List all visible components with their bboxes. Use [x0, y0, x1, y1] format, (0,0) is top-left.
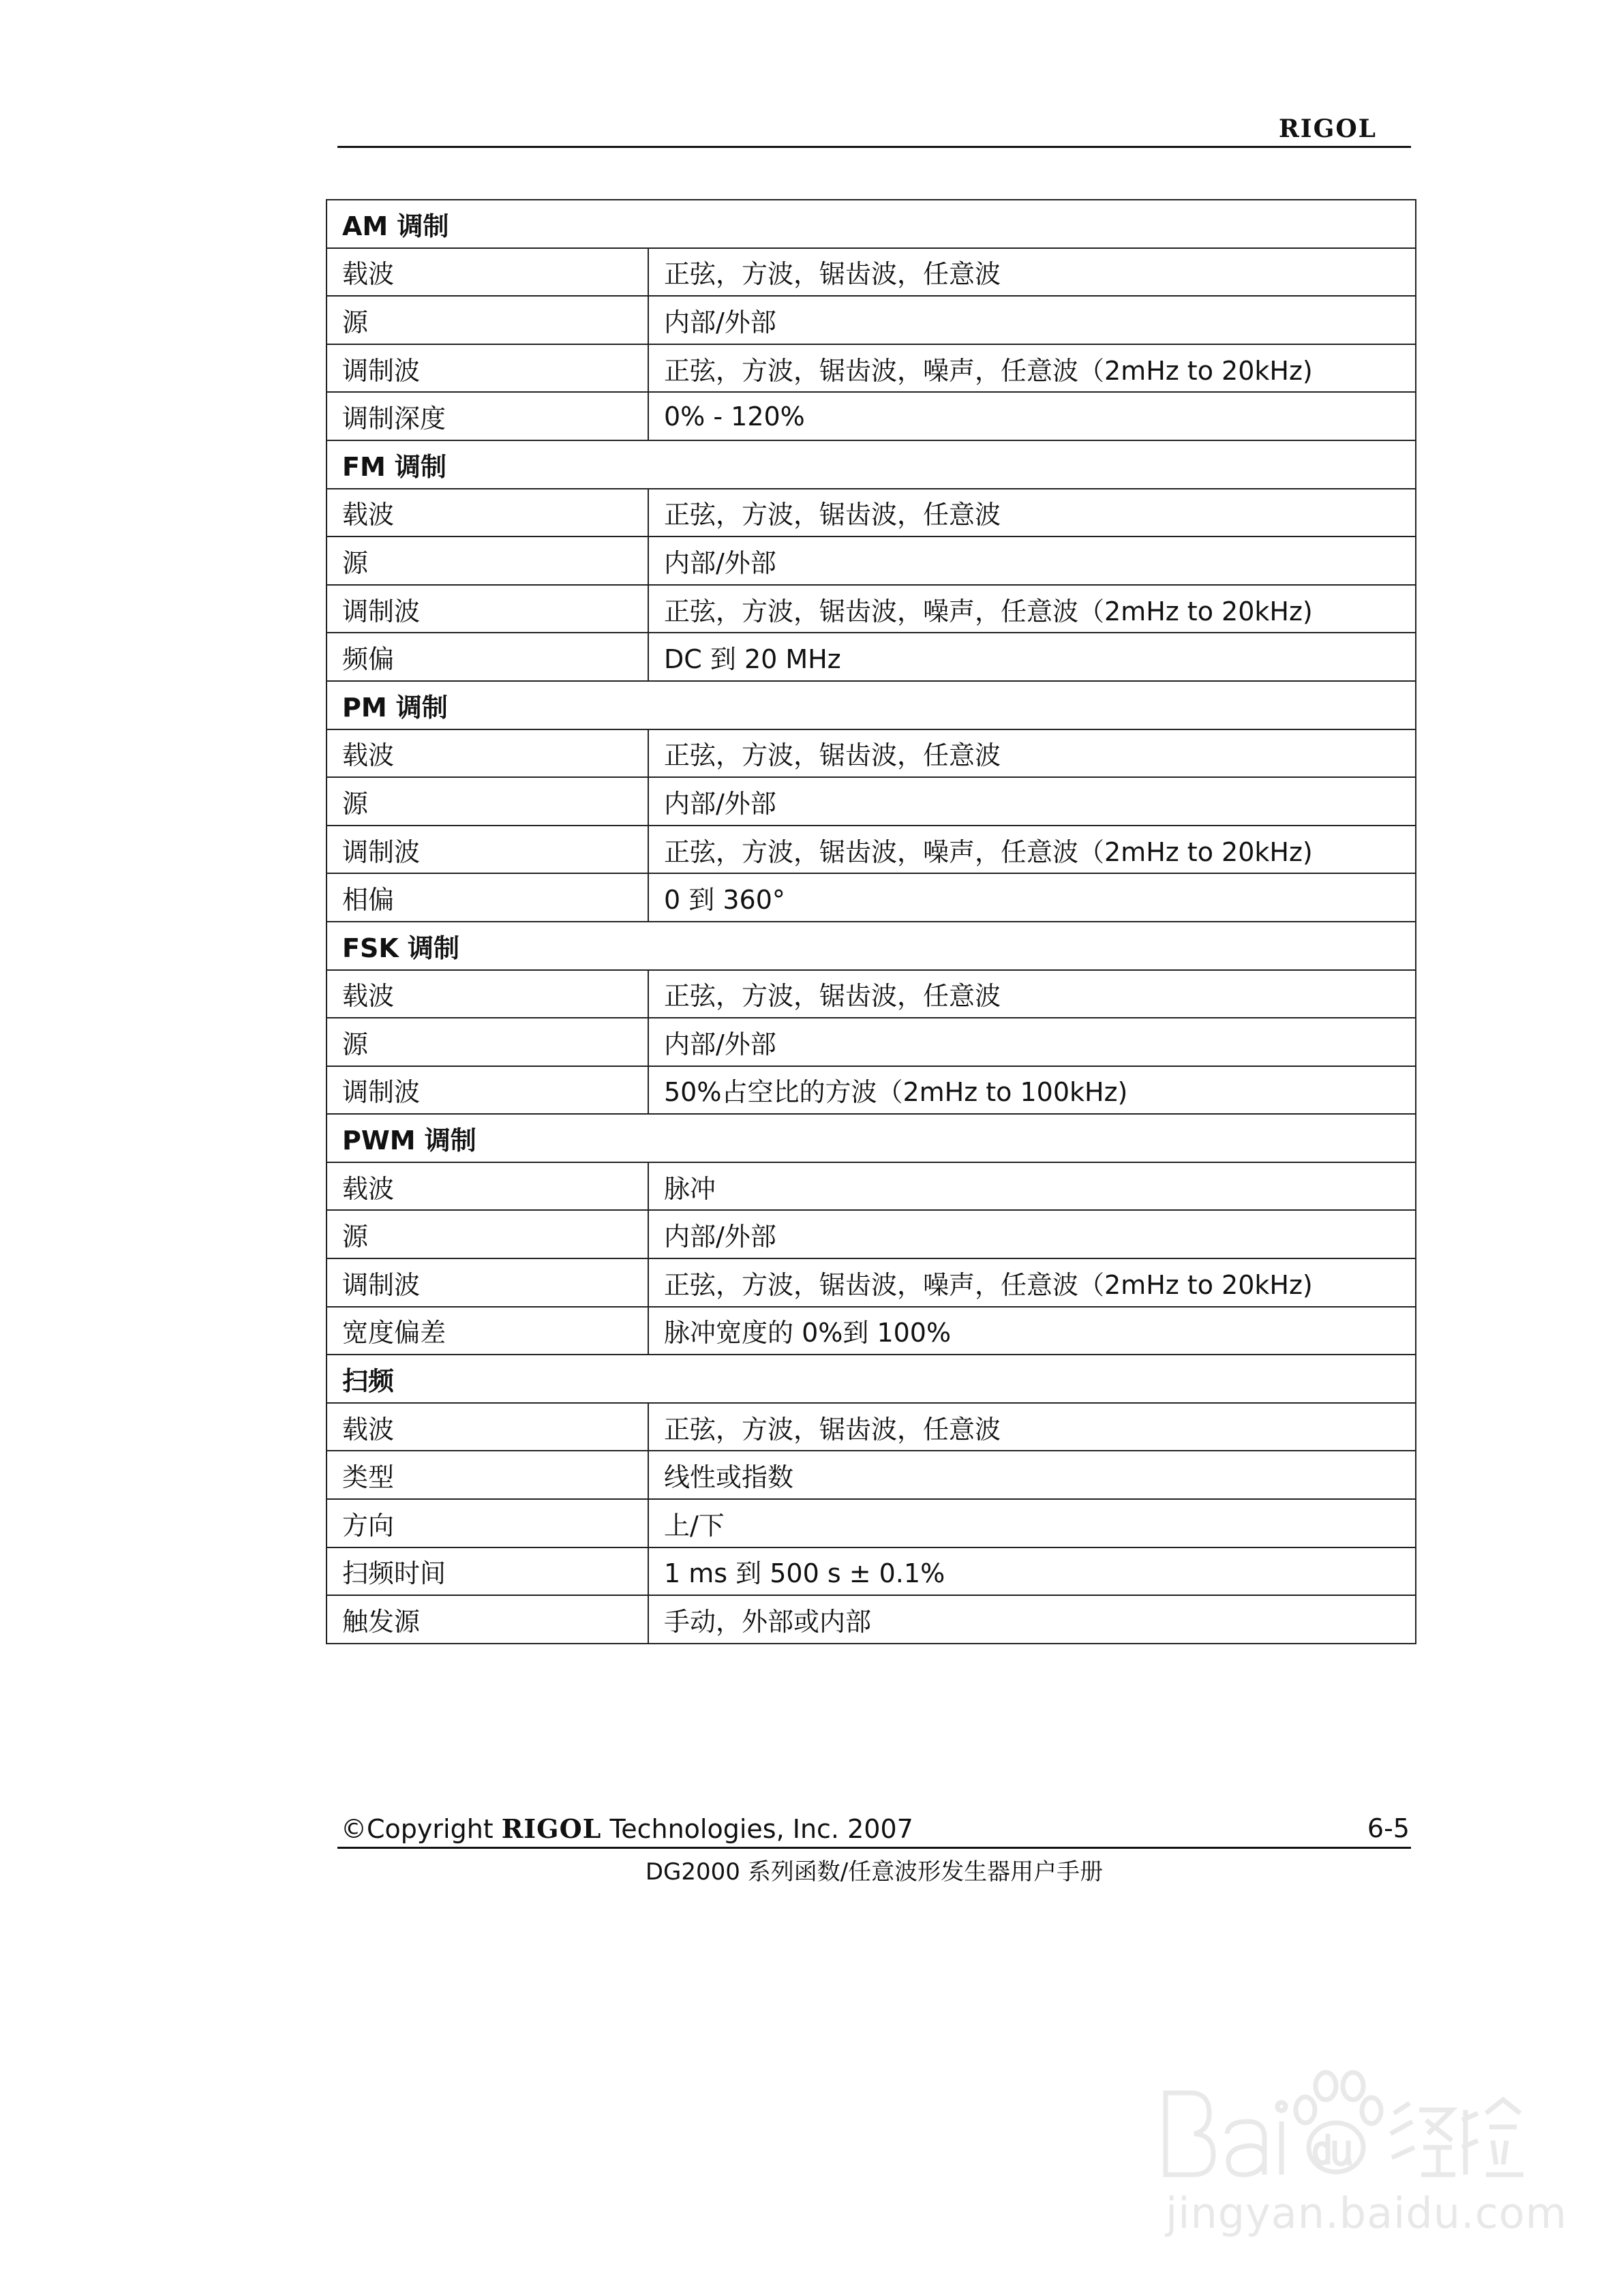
section-header-row: [327, 1114, 1416, 1162]
copyright-brand: RIGOL: [501, 1813, 602, 1844]
spec-value: 脉冲宽度的 0%到 100%: [648, 1307, 1416, 1355]
section-header-row: [327, 1355, 1416, 1403]
spec-value: 正弦，方波，锯齿波，任意波: [648, 248, 1416, 297]
spec-value: 正弦，方波，锯齿波，任意波: [648, 729, 1416, 778]
table-row: [327, 1451, 1416, 1499]
spec-value: 正弦，方波，锯齿波，噪声，任意波（2mHz to 20kHz): [648, 344, 1416, 393]
table-row: [327, 1547, 1416, 1596]
table-row: [327, 1499, 1416, 1547]
section-title: PM 调制: [327, 681, 1416, 729]
spec-label: 触发源: [327, 1595, 648, 1644]
copyright-prefix: ©Copyright: [341, 1814, 502, 1844]
footer-copyright: [341, 1813, 913, 1844]
section-header-row: [327, 440, 1416, 489]
spec-label: 载波: [327, 489, 648, 537]
table-row: [327, 970, 1416, 1018]
spec-label: 调制波: [327, 585, 648, 633]
spec-value: 手动，外部或内部: [648, 1595, 1416, 1644]
spec-label: 源: [327, 777, 648, 826]
spec-label: 源: [327, 537, 648, 585]
table-row: [327, 1066, 1416, 1115]
spec-table: [326, 199, 1416, 1644]
spec-label: 调制波: [327, 826, 648, 874]
spec-label: 扫频时间: [327, 1547, 648, 1596]
table-row: [327, 1307, 1416, 1355]
spec-label: 类型: [327, 1451, 648, 1499]
table-row: [327, 633, 1416, 681]
table-row: [327, 537, 1416, 585]
spec-value: 脉冲: [648, 1162, 1416, 1211]
table-row: [327, 1210, 1416, 1258]
section-title: FM 调制: [327, 440, 1416, 489]
spec-label: 相偏: [327, 873, 648, 922]
watermark-url: jingyan.baidu.com: [1166, 2188, 1568, 2238]
section-header-row: [327, 200, 1416, 248]
table-row: [327, 296, 1416, 344]
spec-label: 调制深度: [327, 392, 648, 440]
section-title: AM 调制: [327, 200, 1416, 248]
table-row: [327, 729, 1416, 778]
baidu-paw-logo-icon: [1152, 2045, 1534, 2188]
spec-label: 载波: [327, 1162, 648, 1211]
table-row: [327, 248, 1416, 297]
spec-value: 0 到 360°: [648, 873, 1416, 922]
spec-value: 正弦，方波，锯齿波，噪声，任意波（2mHz to 20kHz): [648, 1258, 1416, 1307]
spec-label: 载波: [327, 248, 648, 297]
spec-table-body: [327, 200, 1416, 1644]
spec-value: 正弦，方波，锯齿波，噪声，任意波（2mHz to 20kHz): [648, 585, 1416, 633]
spec-label: 源: [327, 1210, 648, 1258]
table-row: [327, 1018, 1416, 1066]
table-row: [327, 1403, 1416, 1451]
table-row: [327, 489, 1416, 537]
table-row: [327, 873, 1416, 922]
spec-label: 源: [327, 1018, 648, 1066]
spec-value: 1 ms 到 500 s ± 0.1%: [648, 1547, 1416, 1596]
page-number: 6-5: [1367, 1813, 1410, 1843]
spec-value: 线性或指数: [648, 1451, 1416, 1499]
spec-value: 正弦，方波，锯齿波，任意波: [648, 489, 1416, 537]
baidu-jingyan-watermark: [1152, 2045, 1568, 2250]
spec-label: 载波: [327, 970, 648, 1018]
table-row: [327, 344, 1416, 393]
spec-value: 50%占空比的方波（2mHz to 100kHz): [648, 1066, 1416, 1115]
header-brand-logo: RIGOL: [1278, 115, 1377, 143]
table-row: [327, 1162, 1416, 1211]
section-title: 扫频: [327, 1355, 1416, 1403]
spec-value: 内部/外部: [648, 1018, 1416, 1066]
copyright-suffix: Technologies, Inc. 2007: [601, 1814, 913, 1844]
section-title: FSK 调制: [327, 922, 1416, 970]
spec-value: 内部/外部: [648, 537, 1416, 585]
header-rule: [337, 146, 1411, 148]
table-row: [327, 826, 1416, 874]
footer-subtitle: DG2000 系列函数/任意波形发生器用户手册: [645, 1858, 1104, 1886]
spec-label: 载波: [327, 1403, 648, 1451]
spec-value: 上/下: [648, 1499, 1416, 1547]
spec-value: 内部/外部: [648, 1210, 1416, 1258]
footer-rule: [337, 1847, 1411, 1849]
spec-label: 载波: [327, 729, 648, 778]
spec-value: 正弦，方波，锯齿波，噪声，任意波（2mHz to 20kHz): [648, 826, 1416, 874]
section-title: PWM 调制: [327, 1114, 1416, 1162]
spec-label: 方向: [327, 1499, 648, 1547]
spec-label: 调制波: [327, 1258, 648, 1307]
spec-label: 源: [327, 296, 648, 344]
spec-value: 正弦，方波，锯齿波，任意波: [648, 1403, 1416, 1451]
spec-label: 频偏: [327, 633, 648, 681]
table-row: [327, 777, 1416, 826]
spec-value: 正弦，方波，锯齿波，任意波: [648, 970, 1416, 1018]
spec-value: 内部/外部: [648, 777, 1416, 826]
spec-label: 调制波: [327, 344, 648, 393]
spec-value: DC 到 20 MHz: [648, 633, 1416, 681]
table-row: [327, 1595, 1416, 1644]
table-row: [327, 585, 1416, 633]
spec-value: 0% - 120%: [648, 392, 1416, 440]
section-header-row: [327, 681, 1416, 729]
table-row: [327, 392, 1416, 440]
spec-label: 调制波: [327, 1066, 648, 1115]
spec-value: 内部/外部: [648, 296, 1416, 344]
table-row: [327, 1258, 1416, 1307]
spec-label: 宽度偏差: [327, 1307, 648, 1355]
section-header-row: [327, 922, 1416, 970]
